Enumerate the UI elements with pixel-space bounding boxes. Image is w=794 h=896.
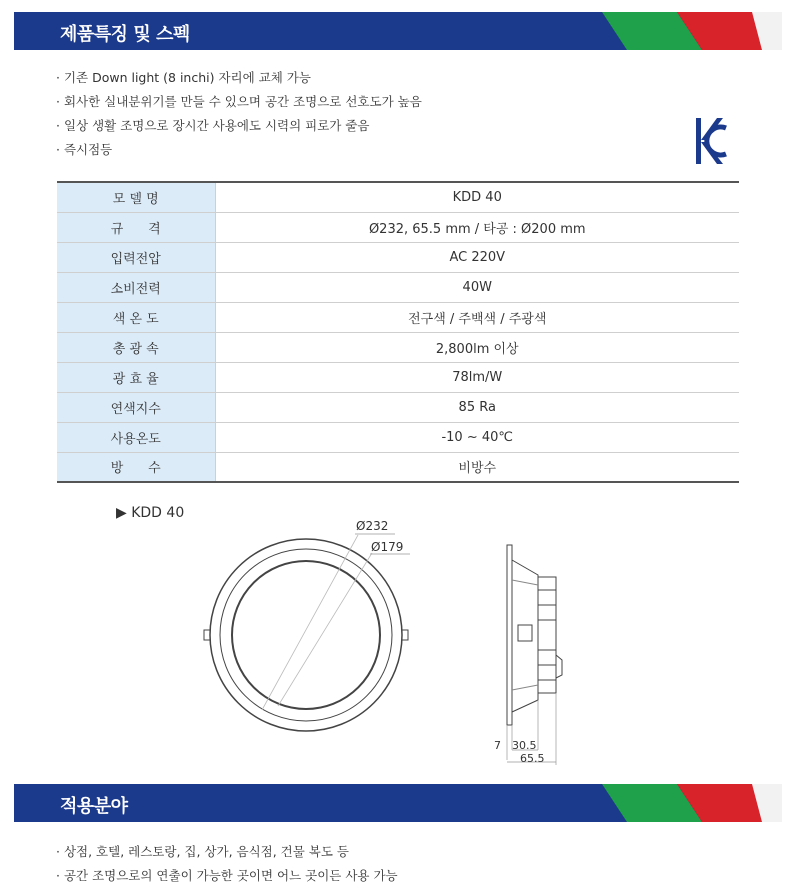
section-title-spec: 제품특징 및 스펙 bbox=[60, 24, 190, 45]
dim-body-label: 30.5 bbox=[512, 739, 537, 752]
dim-flange-label: 7 bbox=[494, 739, 501, 752]
side-view bbox=[507, 545, 562, 765]
spec-value: 2,800lm 이상 bbox=[215, 332, 739, 362]
dim-outer-label: Ø232 bbox=[356, 519, 389, 533]
spec-value: 85 Ra bbox=[215, 392, 739, 422]
application-item: · 상점, 호텔, 레스토랑, 집, 상가, 음식점, 건물 복도 등 bbox=[56, 842, 398, 866]
spec-value: AC 220V bbox=[215, 242, 739, 272]
kc-mark-text: KC bbox=[729, 166, 731, 167]
spec-value: 78lm/W bbox=[215, 362, 739, 392]
spec-label: 연색지수 bbox=[57, 392, 215, 422]
application-list bbox=[56, 842, 398, 890]
section-title-applications: 적용분야 bbox=[60, 796, 128, 817]
spec-label: 입력전압 bbox=[57, 242, 215, 272]
spec-label: 총 광 속 bbox=[57, 332, 215, 362]
spec-value: 전구색 / 주백색 / 주광색 bbox=[215, 302, 739, 332]
side-spring-clip bbox=[518, 625, 532, 641]
feature-item: · 회사한 실내분위기를 만들 수 있으며 공간 조명으로 선호도가 높음 bbox=[56, 92, 422, 116]
spec-value: Ø232, 65.5 mm / 타공 : Ø200 mm bbox=[215, 212, 739, 242]
spec-label: 소비전력 bbox=[57, 272, 215, 302]
dim-total-label: 65.5 bbox=[520, 752, 545, 765]
application-item: · 공간 조명으로의 연출이 가능한 곳이면 어느 곳이든 사용 가능 bbox=[56, 866, 398, 890]
dim-inner-label: Ø179 bbox=[371, 540, 404, 554]
diagram-title: ▶ KDD 40 bbox=[116, 505, 185, 521]
front-view bbox=[204, 534, 410, 731]
side-connector bbox=[556, 655, 562, 678]
spec-value: 40W bbox=[215, 272, 739, 302]
spec-label: 규 격 bbox=[57, 212, 215, 242]
spec-label: 사용온도 bbox=[57, 422, 215, 452]
spec-value: -10 ~ 40℃ bbox=[215, 422, 739, 452]
section-header-applications bbox=[14, 784, 782, 822]
spec-label: 방 수 bbox=[57, 452, 215, 482]
side-heatsink bbox=[538, 577, 556, 693]
spec-value: KDD 40 bbox=[215, 182, 739, 212]
spec-value: 비방수 bbox=[215, 452, 739, 482]
spec-label: 모 델 명 bbox=[57, 182, 215, 212]
side-flange bbox=[507, 545, 512, 725]
spec-label: 광 효 율 bbox=[57, 362, 215, 392]
feature-item: · 기존 Down light (8 inchi) 자리에 교체 가능 bbox=[56, 68, 422, 92]
spec-label: 색 온 도 bbox=[57, 302, 215, 332]
feature-item: · 일상 생활 조명으로 장시간 사용에도 시력의 피로가 줄음 bbox=[56, 116, 422, 140]
feature-item: · 즉시점등 bbox=[56, 140, 422, 164]
outer-ring bbox=[210, 539, 402, 731]
header-color-stripe bbox=[582, 784, 782, 822]
